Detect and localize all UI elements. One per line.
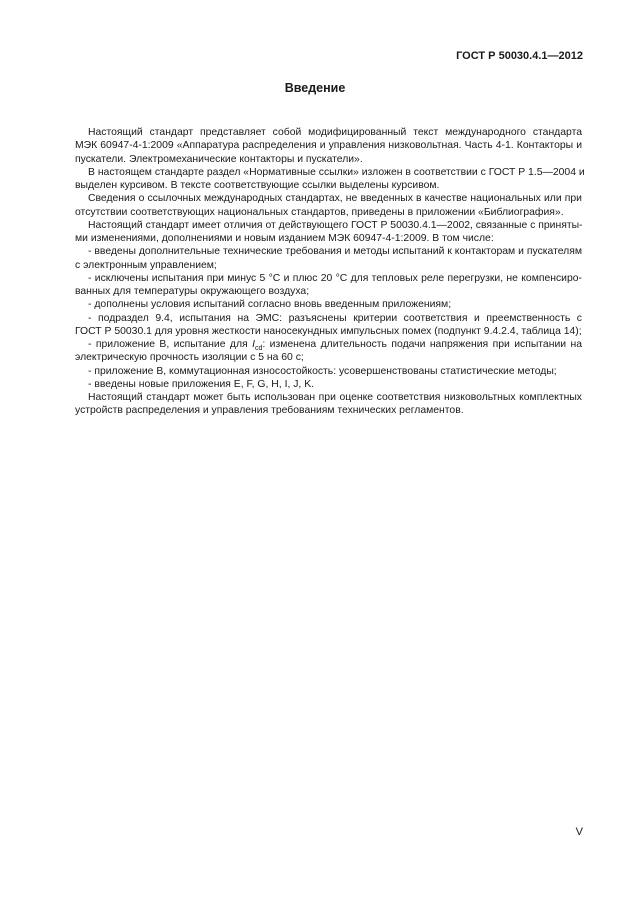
text-line: - приложение В, испытание для $I_{cd}$: изменена длительность подачи напряжения при испытании на (88, 339, 582, 353)
text-line: ГОСТ Р 50030.1 для уровня жесткости наносекундных импульсных помех (подпункт 9.4.2.4, таблица 14); (75, 325, 582, 337)
text-line: выделен курсивом. В тексте соответствующие ссылки выделены курсивом. (75, 180, 440, 191)
text-line: Настоящий стандарт представляет собой модифицированный текст международного стандарта (88, 127, 582, 138)
body-text (75, 126, 585, 418)
text-line: - введены дополнительные технические требования и методы испытаний к контакторам и пускателям (88, 246, 582, 258)
text-line: пускатели. Электромеханические контакторы и пускатели». (75, 153, 363, 165)
text-line: МЭК 60947-4-1:2009 «Аппаратура распределения и управления низковольтная. Часть 4-1. Контакторы и (75, 140, 582, 152)
text-line: - дополнены условия испытаний согласно вновь введенным приложениям; (88, 299, 452, 311)
text-line: - подраздел 9.4, испытания на ЭМС: разъяснены критерии соответствия и преемственность с (88, 312, 582, 324)
text-line: отсутствии соответствующих национальных стандартов, приведены в приложении «Библиография». (75, 206, 564, 218)
text-line: устройств распределения и управления требованиям технических регламентов. (75, 405, 464, 417)
text-line: В настоящем стандарте раздел «Нормативные ссылки» изложен в соответствии с ГОСТ Р 1.5—2004 и (88, 166, 585, 178)
page-number: V (575, 826, 583, 838)
text-line: - введены новые приложения E, F, G, H, I, J, K. (88, 378, 315, 390)
text-line: ми изменениями, дополнениями и новым изданием МЭК 60947-4-1:2009. В том числе: (75, 233, 494, 244)
text-line: Сведения о ссылочных международных стандартах, не введенных в качестве национальных или при (88, 193, 582, 205)
text-line: Настоящий стандарт имеет отличия от действующего ГОСТ Р 50030.4.1—2002, связанные с приняты- (88, 219, 583, 231)
text-line: с электронным управлением; (75, 259, 217, 271)
text-line: - приложение В, коммутационная износостойкость: усовершенствованы статистические методы; (88, 365, 557, 377)
text-line: Настоящий стандарт может быть использован при оценке соответствия низковольтных комплектных (88, 392, 582, 403)
text-line: электрическую прочность изоляции с 5 на 60 с; (75, 352, 304, 364)
text-line: ванных для температуры окружающего воздуха; (75, 286, 310, 297)
section-title: Введение (284, 81, 346, 95)
text-line: - исключены испытания при минус 5 °С и плюс 20 °С для тепловых реле перегрузки, не компенсиро- (88, 272, 582, 284)
document-header: ГОСТ Р 50030.4.1—2012 (456, 50, 583, 62)
